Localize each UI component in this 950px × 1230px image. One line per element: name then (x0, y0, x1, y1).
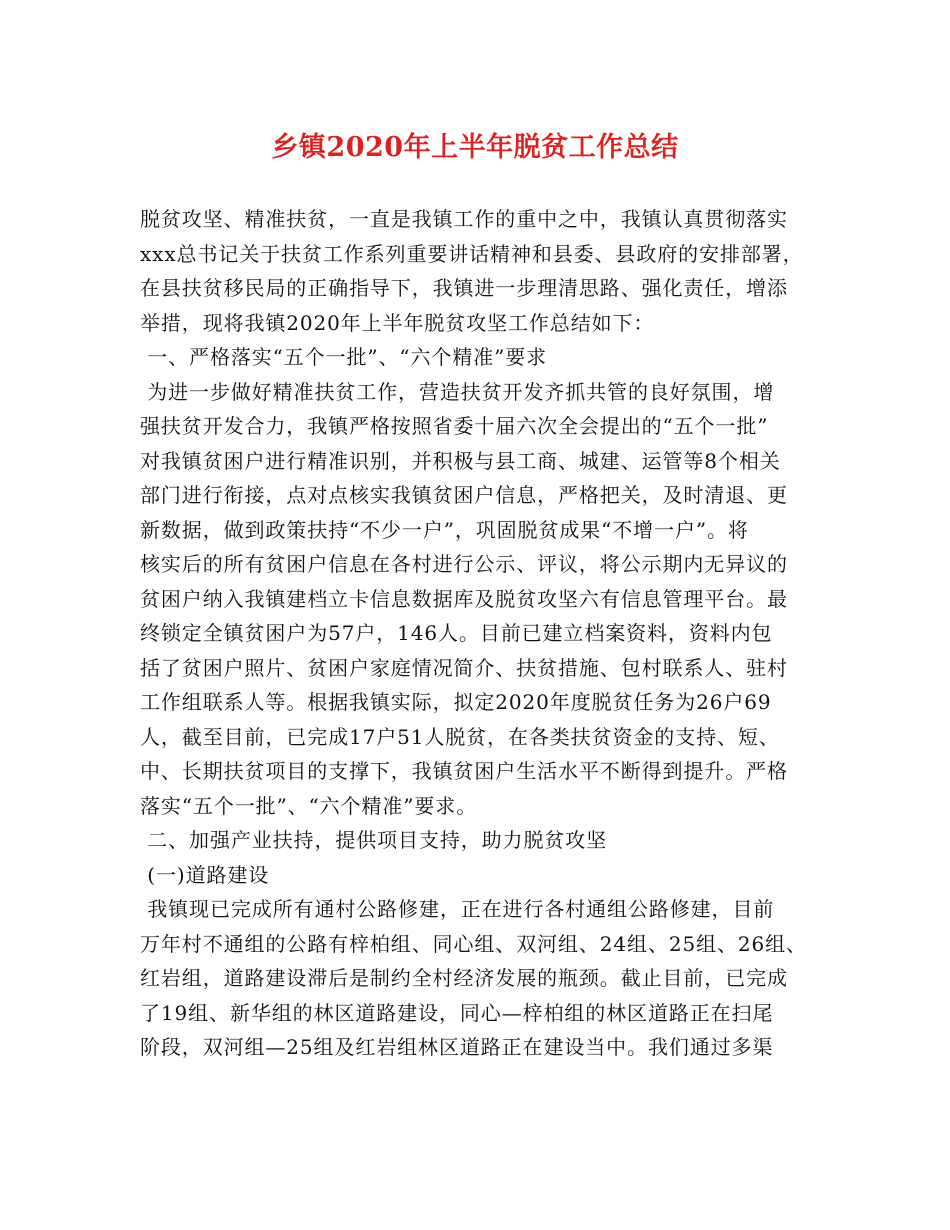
body-line: 我镇现已完成所有通村公路修建，正在进行各村通组公路修建，目前 (140, 897, 775, 921)
body-line: 部门进行衔接，点对点核实我镇贫困户信息，严格把关，及时清退、更 (140, 483, 788, 507)
body-line: 工作组联系人等。根据我镇实际，拟定2020年度脱贫任务为26户69 (140, 690, 772, 714)
body-line: 新数据，做到政策扶持“不少一户”，巩固脱贫成果“不增一户”。将 (140, 517, 749, 542)
section-heading: 二、加强产业扶持，提供项目支持，助力脱贫攻坚 (140, 828, 608, 852)
body-line: 贫困户纳入我镇建档立卡信息数据库及脱贫攻坚六有信息管理平台。最 (140, 586, 788, 611)
body-line: 对我镇贫困户进行精准识别，并积极与县工商、城建、运管等8个相关 (140, 448, 781, 473)
subsection-heading: (一)道路建设 (140, 862, 270, 887)
body-line: 了19组、新华组的林区道路建设，同心—梓柏组的林区道路正在扫尾 (140, 1000, 774, 1025)
document-title: 乡镇2020年上半年脱贫工作总结 (271, 132, 679, 163)
body-line: 括了贫困户照片、贫困户家庭情况简介、扶贫措施、包村联系人、驻村 (140, 655, 788, 680)
body-line: 终锁定全镇贫困户为57户，146人。目前已建立档案资料，资料内包 (140, 621, 773, 645)
body-line: 脱贫攻坚、精准扶贫，一直是我镇工作的重中之中，我镇认真贯彻落实 (140, 207, 788, 231)
body-line: 红岩组，道路建设滞后是制约全村经济发展的瓶颈。截止目前，已完成 (140, 966, 788, 990)
body-line: 万年村不通组的公路有梓柏组、同心组、双河组、24组、25组、26组、 (140, 931, 807, 956)
body-line: xxx总书记关于扶贫工作系列重要讲话精神和县委、县政府的安排部署， (140, 241, 804, 266)
body-line: 举措，现将我镇2020年上半年脱贫攻坚工作总结如下： (140, 310, 655, 335)
document-body (140, 202, 840, 1065)
body-line: 为进一步做好精准扶贫工作，营造扶贫开发齐抓共管的良好氛围，增 (140, 379, 775, 404)
section-heading: 一、严格落实“五个一批”、“六个精准”要求 (140, 345, 548, 369)
body-line: 阶段，双河组—25组及红岩组林区道路正在建设当中。我们通过多渠 (140, 1035, 774, 1059)
body-line: 在县扶贫移民局的正确指导下，我镇进一步理清思路、强化责任，增添 (140, 276, 788, 300)
body-line: 落实“五个一批”、“六个精准”要求。 (140, 793, 478, 818)
body-line: 中、长期扶贫项目的支撑下，我镇贫困户生活水平不断得到提升。严格 (140, 759, 788, 783)
body-line: 强扶贫开发合力，我镇严格按照省委十届六次全会提出的“五个一批” (140, 414, 769, 438)
body-line: 人，截至目前，已完成17户51人脱贫，在各类扶贫资金的支持、短、 (140, 724, 780, 749)
body-line: 核实后的所有贫困户信息在各村进行公示、评议，将公示期内无异议的 (140, 552, 788, 576)
